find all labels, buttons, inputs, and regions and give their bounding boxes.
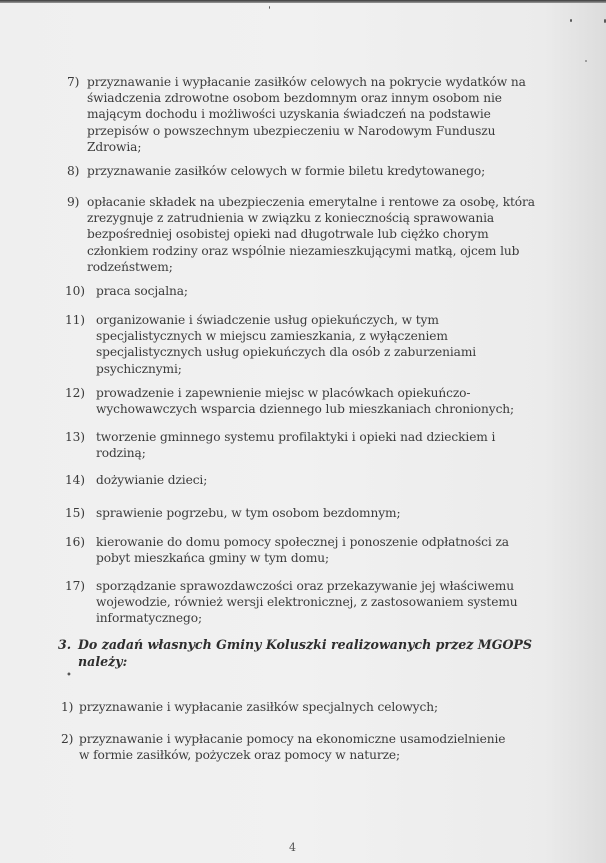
scan-speck (585, 60, 587, 62)
list-item-text: organizowanie i świadczenie usług opiekuńczych, w tym specjalistycznych w miejscu zamieszkania, z wyłączeniem specjalistycznych usług opiekuńczych dla osób z zaburzeniami psychicznymi; (96, 313, 477, 376)
list-item-text: opłacanie składek na ubezpieczenia emerytalne i rentowe za osobę, która zrezygnuje z zatrudnienia w związku z koniecznością sprawowania bezpośredniej osobistej opieki nad długotrwale lub ciężko chorym członkiem rodziny oraz wspólnie niezamieszkującymi matką, ojcem lub rodzeństwem; (87, 195, 535, 274)
list-item-number: 11) (65, 313, 85, 327)
list-item-text: sprawienie pogrzebu, w tym osobom bezdomnym; (96, 506, 401, 520)
list-item-number: 7) (67, 75, 80, 89)
bullet-mark: • (66, 670, 72, 681)
list-item-text: przyznawanie i wypłacanie zasiłków celowych na pokrycie wydatków na świadczenia zdrowotne osobom bezdomnym oraz innym osobom nie mającym dochodu i możliwości uzyskania świadczeń na podstawie przepisów o powszechnym ubezpieczeniu w Narodowym Funduszu Zdrowia; (87, 75, 526, 154)
list-item-number: 8) (67, 164, 80, 178)
list-item-number: 16) (65, 535, 85, 549)
list-item-text: przyznawanie i wypłacanie zasiłków specjalnych celowych; (79, 700, 438, 714)
scan-speck (269, 6, 270, 9)
scan-speck (570, 19, 572, 22)
list-item-number: 13) (65, 430, 85, 444)
list-item-text: praca socjalna; (96, 284, 188, 298)
list-item-number: 17) (65, 579, 85, 593)
list-item-text: przyznawanie i wypłacanie pomocy na ekonomiczne usamodzielnienie w formie zasiłków, pożyczek oraz pomocy w naturze; (79, 732, 506, 763)
section-heading-text: Do zadań własnych Gminy Koluszki realizowanych przez MGOPS należy: (78, 637, 532, 669)
page-number: 4 (289, 841, 296, 854)
list-item-number: 10) (65, 284, 85, 298)
list-item-text: przyznawanie zasiłków celowych w formie biletu kredytowanego; (87, 164, 486, 178)
list-item-text: kierowanie do domu pomocy społecznej i ponoszenie odpłatności za pobyt mieszkańca gminy w tym domu; (96, 535, 509, 566)
list-item-number: 14) (65, 473, 85, 487)
list-item-number: 9) (67, 195, 80, 209)
list-item-number: 15) (65, 506, 85, 520)
list-item-text: sporządzanie sprawozdawczości oraz przekazywanie jej właściwemu wojewodzie, również wersji elektronicznej, z zastosowaniem systemu informatycznego; (96, 579, 518, 626)
list-item-text: prowadzenie i zapewnienie miejsc w placówkach opiekuńczo- wychowawczych wsparcia dziennego lub mieszkaniach chronionych; (96, 386, 515, 417)
section-number: 3. (58, 637, 72, 652)
list-item-text: dożywianie dzieci; (96, 473, 208, 487)
list-item-number: 1) (61, 700, 74, 714)
list-item-text: tworzenie gminnego systemu profilaktyki i opieki nad dzieckiem i rodziną; (96, 430, 496, 461)
list-item-number: 2) (61, 732, 74, 746)
list-item-number: 12) (65, 386, 85, 400)
